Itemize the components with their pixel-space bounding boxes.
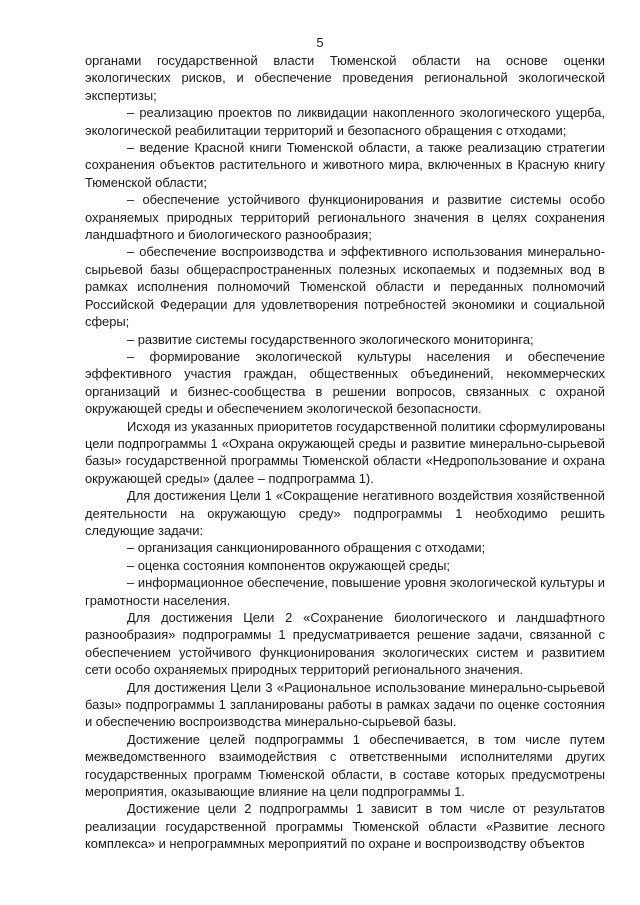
document-body [85, 52, 605, 853]
list-item-monitoring: – развитие системы государственного экологического мониторинга; [127, 331, 534, 347]
task-item-information: – информационное обеспечение, повышение уровня экологической культуры и грамотности населения. [85, 575, 605, 608]
list-item-ecological-culture: – формирование экологической культуры населения и обеспечение эффективного участия граждан, общественных объединений, некоммерческих организаций и бизнес-сообщества в решении вопросов, связанных с охраной окружающей среды и обеспечением экологической безопасности. [85, 348, 605, 417]
task-item-assessment: – оценка состояния компонентов окружающей среды; [127, 557, 451, 573]
paragraph-continuation: органами государственной власти Тюменской области на основе оценки экологических рисков, и обеспечение проведения региональной экологической экспертизы; [85, 53, 605, 103]
task-item-waste: – организация санкционированного обращения с отходами; [127, 540, 486, 556]
paragraph-goal-1: Для достижения Цели 1 «Сокращение негативного воздействия хозяйственной деятельности на окружающую среду» подпрограммы 1 необходимо решить следующие задачи: [85, 488, 605, 538]
paragraph-interagency: Достижение целей подпрограммы 1 обеспечивается, в том числе путем межведомственного взаимодействия с ответственными исполнителями других государственных программ Тюменской области, в составе которых предусмотрены мероприятия, оказывающие влияние на цели подпрограммы 1. [85, 731, 605, 800]
paragraph-goals: Исходя из указанных приоритетов государственной политики сформулированы цели подпрограммы 1 «Охрана окружающей среды и развитие минерально-сырьевой базы» государственной программы Тюменской области «Недропользование и охрана окружающей среды» (далее – подпрограмма 1). [85, 418, 605, 486]
list-item-damage-remediation: – реализацию проектов по ликвидации накопленного экологического ущерба, экологической реабилитации территорий и безопасного обращения с отходами; [85, 105, 605, 138]
list-item-red-book: – ведение Красной книги Тюменской области, а также реализацию стратегии сохранения объектов растительного и животного мира, включенных в Красную книгу Тюменской области; [85, 140, 605, 190]
paragraph-goal-3: Для достижения Цели 3 «Рациональное использование минерально-сырьевой базы» подпрограммы 1 запланированы работы в рамках задачи по оценке состояния и обеспечению воспроизводства минерально-сырьевой базы. [85, 679, 605, 730]
page-number: 5 [316, 35, 324, 50]
paragraph-forest-program: Достижение цели 2 подпрограммы 1 зависит в том числе от результатов реализации государственной программы Тюменской области «Развитие лесного комплекса» и непрограммных мероприятий по охране и воспроизводству объектов [85, 801, 605, 852]
paragraph-goal-2: Для достижения Цели 2 «Сохранение биологического и ландшафтного разнообразия» подпрограммы 1 предусматривается решение задачи, связанной с обеспечением устойчивого функционирования экологических систем и развитием сети особо охраняемых природных территорий регионального значения. [85, 610, 605, 678]
list-item-mineral-base: – обеспечение воспроизводства и эффективного использования минерально-сырьевой базы общераспространенных полезных ископаемых и подземных вод в рамках исполнения полномочий Тюменской области и переданных полномочий Российской Федерации для удовлетворения потребностей экономики и социальной сферы; [85, 244, 605, 330]
list-item-protected-areas: – обеспечение устойчивого функционирования и развитие системы особо охраняемых природных территорий регионального значения в целях сохранения ландшафтного и биологического разнообразия; [85, 192, 605, 243]
